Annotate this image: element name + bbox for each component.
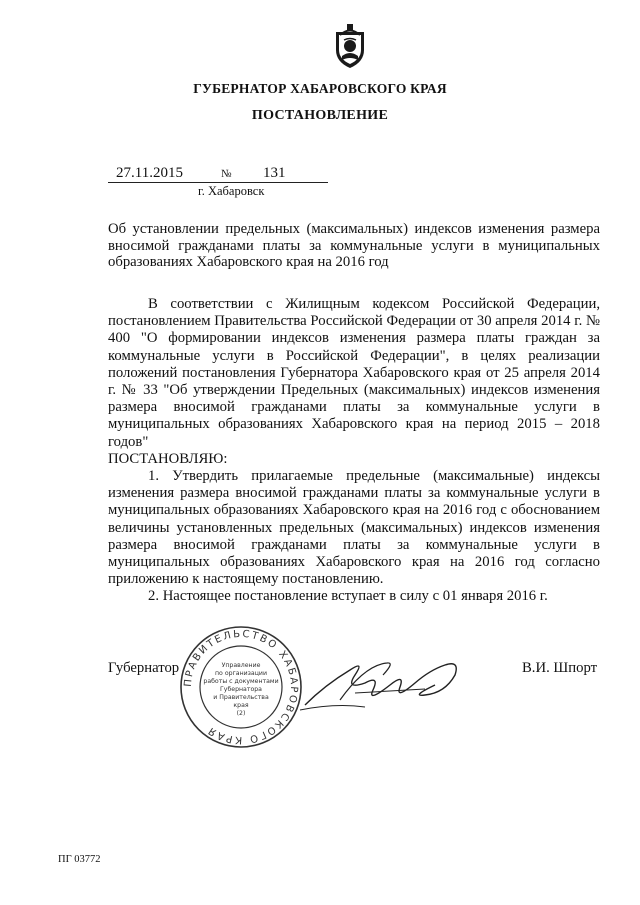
organization-title: ГУБЕРНАТОР ХАБАРОВСКОГО КРАЯ [193,81,447,96]
seal-line: по организации [215,670,267,677]
seal-line: (2) [236,710,246,717]
item-1-paragraph: 1. Утвердить прилагаемые предельные (максимальные) индексы изменения размера вносимой гражданами платы за коммунальные услуги в муниципальных образованиях Хабаровского края на 2016 год с обоснованием величины установленных предельных (максимальных) индексов изменения размера вносимой гражданами платы за коммунальные услуги в муниципальных образованиях Хабаровского края на 2016 год согласно приложению к настоящему постановлению. [108,468,600,588]
document-date: 27.11.2015 [116,165,183,181]
signer-name: В.И. Шпорт [522,660,598,676]
footer-code: ПГ 03772 [58,854,101,865]
coat-of-arms-icon [330,22,370,70]
document-subject: Об установлении предельных (максимальных) индексов изменения размера вносимой гражданами платы за коммунальные услуги в муниципальных образованиях Хабаровского края на 2016 год [108,221,600,270]
city: г. Хабаровск [198,184,265,198]
document-number: 131 [263,165,286,181]
preamble-paragraph: В соответствии с Жилищным кодексом Российской Федерации, постановлением Правительства Российской Федерации от 30 апреля 2014 г. № 400 "О формировании индексов изменения размера платы граждан за коммунальные услуги в Российской Федерации", в целях реализации положений постановления Губернатора Хабаровского края от 25 апреля 2014 г. № 33 "Об утверждении Предельных (максимальных) индексов изменения размера вносимой гражданами платы за коммунальные услуги в муниципальных образованиях Хабаровского края на период 2015 – 2018 годов" [108,296,600,450]
seal-line: работы с документами [203,678,279,685]
document-body [108,296,600,606]
official-seal [178,624,304,750]
handwritten-signature [295,645,475,715]
document-type: ПОСТАНОВЛЕНИЕ [251,108,389,123]
item-2-paragraph: 2. Настоящее постановление вступает в силу с 01 января 2016 г. [148,588,548,605]
seal-line: и Правительства [213,694,269,701]
decree-word: ПОСТАНОВЛЯЮ: [108,450,228,467]
signer-title: Губернатор [108,660,180,676]
date-number-line [108,165,330,183]
seal-line: Управление [221,662,261,669]
number-sign: № [221,168,232,180]
date-underline [108,182,328,183]
seal-line: края [233,702,249,709]
seal-ring-text: ПРАВИТЕЛЬСТВО ХАБАРОВСКОГО КРАЯ [182,628,300,746]
seal-line: Губернатора [220,686,262,693]
